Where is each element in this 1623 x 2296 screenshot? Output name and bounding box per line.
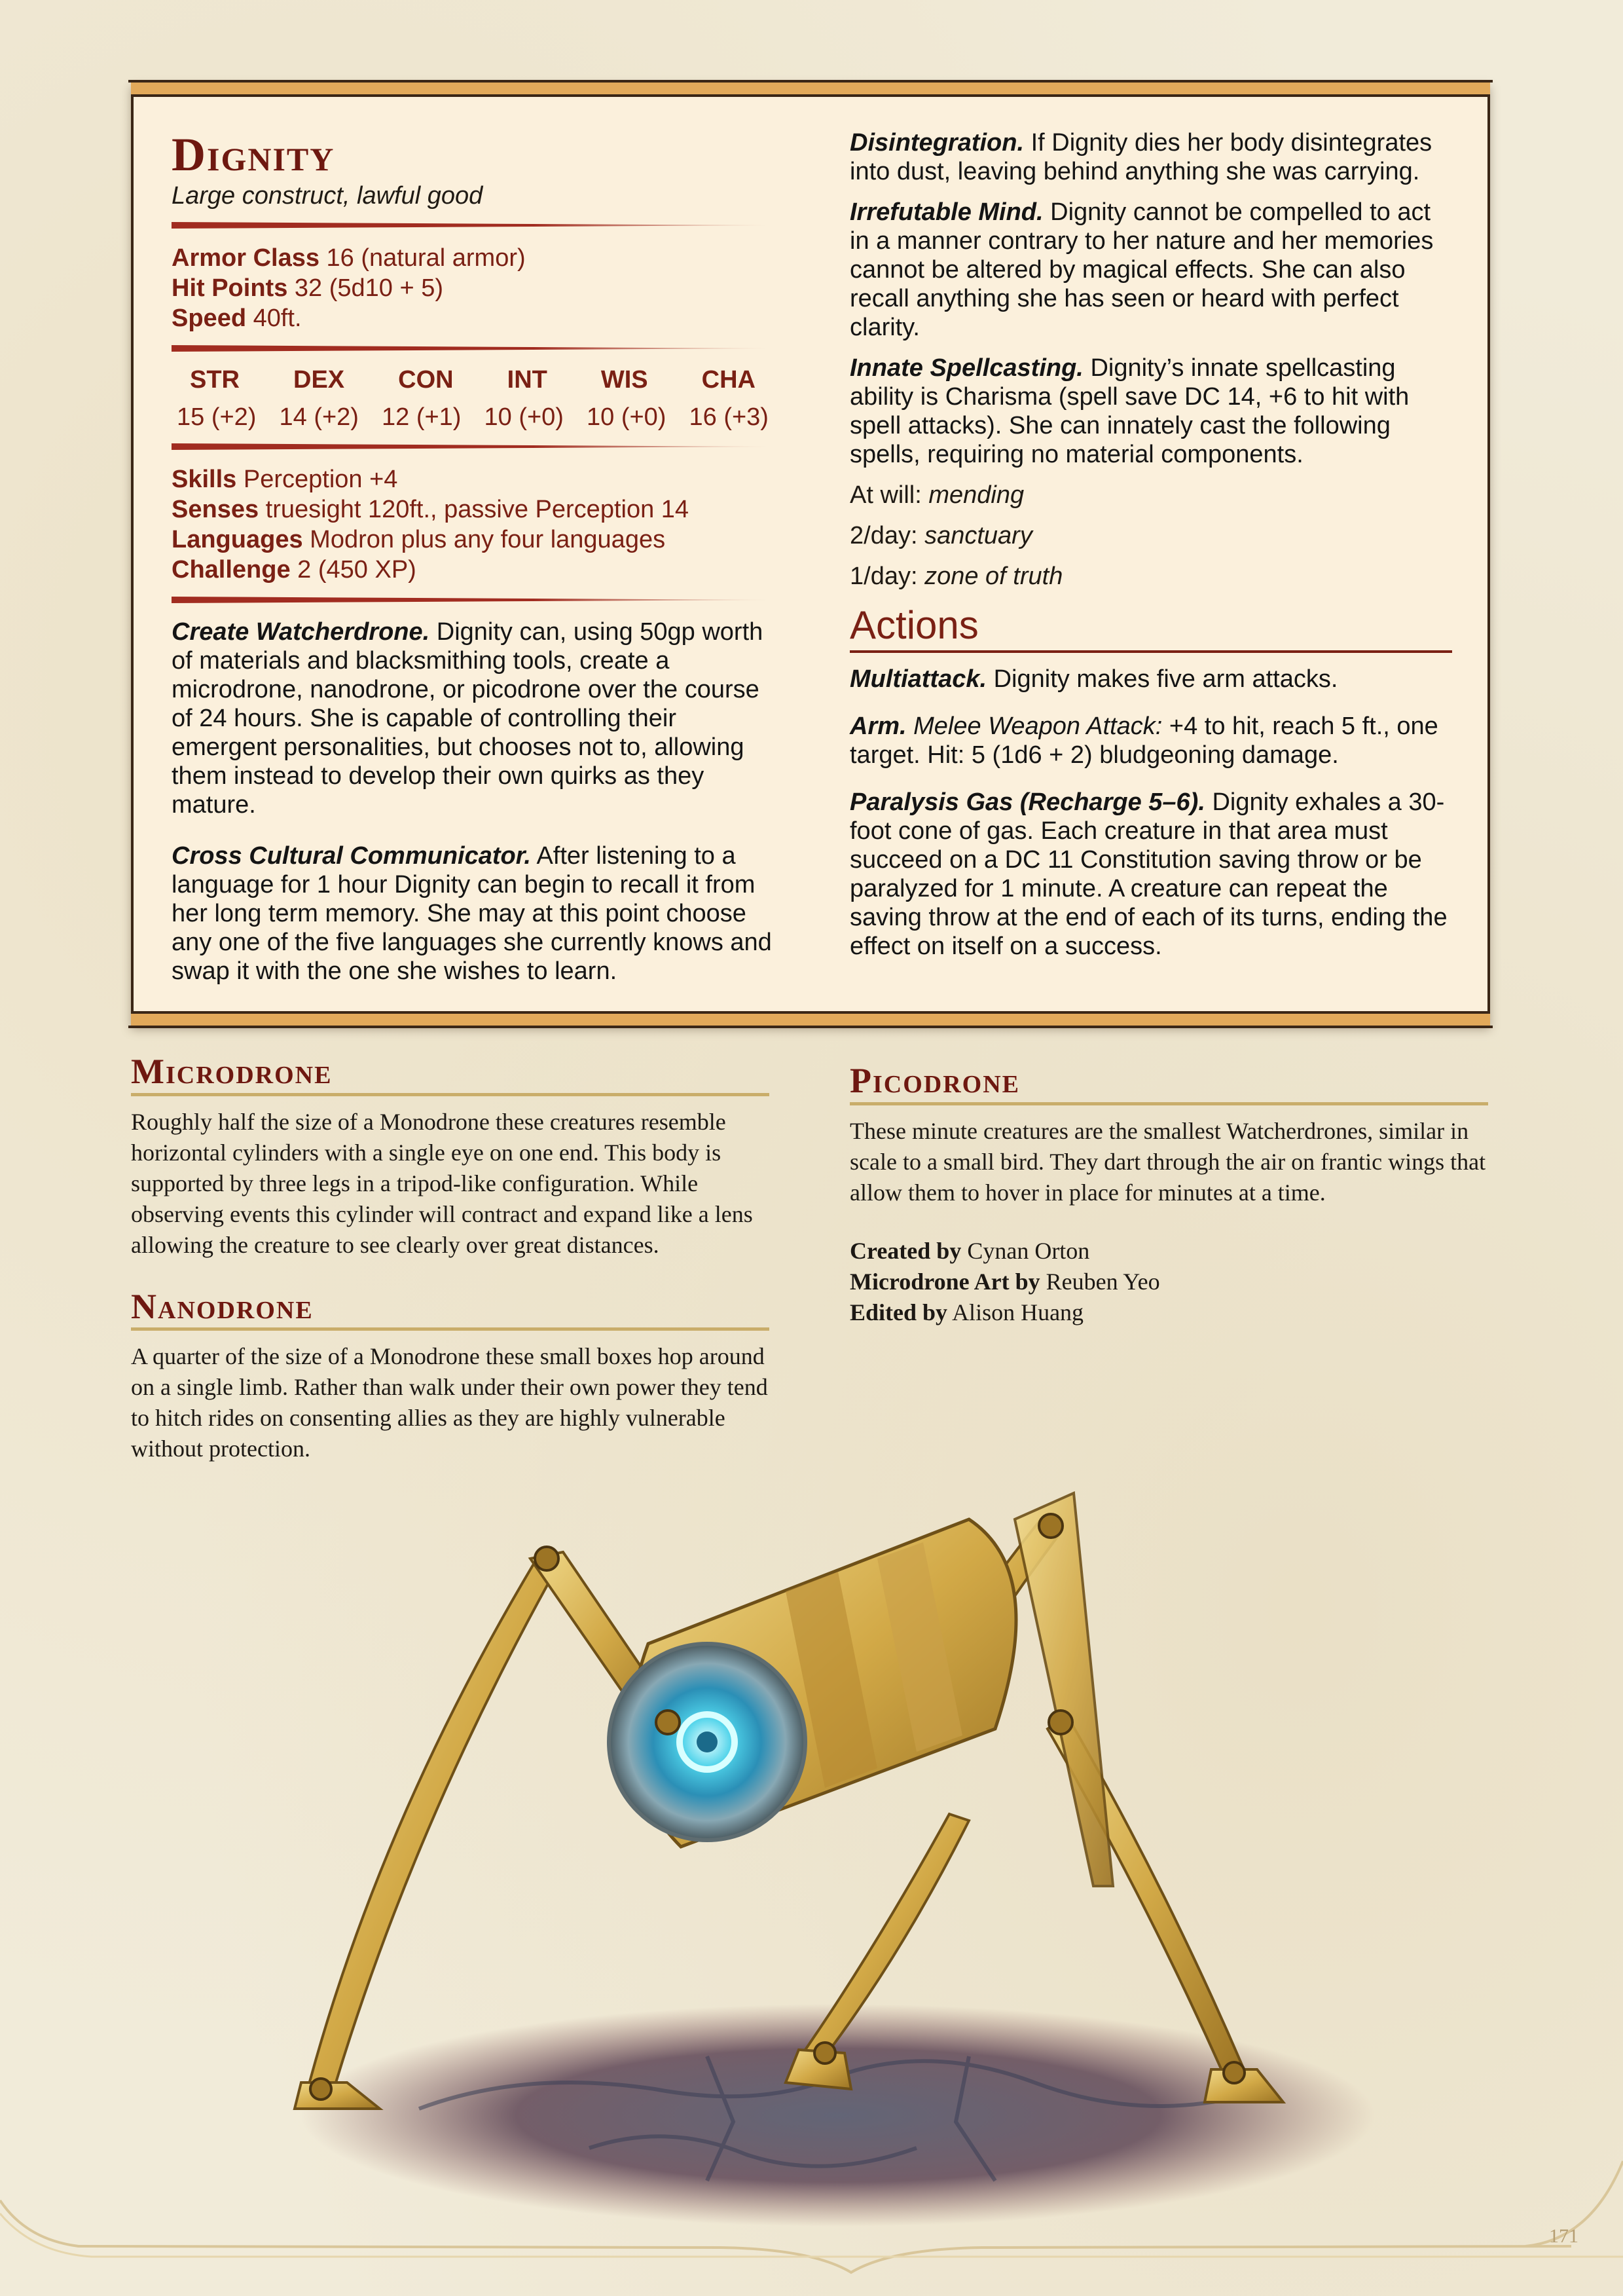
trait-cross-cultural-communicator: [172, 842, 774, 986]
trait-name: Irrefutable Mind.: [850, 198, 1044, 226]
challenge-value: 2 (450 XP): [297, 556, 416, 583]
stat-block-right-column: [850, 128, 1452, 983]
languages-line: [172, 525, 774, 555]
tapered-rule: [172, 597, 774, 603]
credit-value: Cynan Orton: [967, 1237, 1090, 1264]
ability-name: DEX: [293, 366, 345, 394]
senses-label: Senses: [172, 496, 259, 523]
action-name: Paralysis Gas (Recharge 5–6).: [850, 788, 1205, 816]
action-name: Multiattack.: [850, 665, 987, 693]
credit-label: Created by: [850, 1237, 962, 1264]
article-left-column: [131, 1053, 769, 1492]
trait-irrefutable-mind: [850, 198, 1452, 342]
picodrone-heading: Picodrone: [850, 1061, 1021, 1100]
trait-text: After listening to a language for 1 hour Dignity can begin to recall it from her long term memory. She may at this point choose any one of the five languages she currently knows and swap it with the one she wishes to learn.: [172, 842, 772, 985]
action-arm: [850, 712, 1452, 769]
speed-value: 40ft.: [253, 305, 302, 332]
actions-heading: Actions: [850, 603, 979, 647]
credit-line: [850, 1236, 1488, 1267]
trait-create-watcherdrone: [172, 618, 774, 819]
spell-frequency: 1/day:: [850, 563, 918, 590]
trait-name: Disintegration.: [850, 129, 1025, 157]
languages-value: Modron plus any four languages: [310, 526, 666, 553]
trait-disintegration: [850, 128, 1452, 186]
ability-score: 12 (+1): [382, 403, 462, 431]
picodrone-text: These minute creatures are the smallest Watcherdrones, similar in scale to a small bird. They dart through the air on frantic wings that allow them to hover in place for minutes at a time.: [850, 1117, 1486, 1206]
action-text: Dignity makes five arm attacks.: [993, 665, 1338, 693]
tapered-rule: [172, 443, 774, 450]
spell-line: [850, 562, 1452, 591]
heading-rule: [850, 1102, 1488, 1105]
trait-name: Create Watcherdrone.: [172, 618, 430, 646]
spell-frequency: 2/day:: [850, 522, 918, 549]
nanodrone-text: A quarter of the size of a Monodrone these small boxes hop around on a single limb. Rather than walk under their own power they tend to hitch rides on consenting allies as they are highly vulnerable without protection.: [131, 1343, 768, 1462]
ability-score: 14 (+2): [279, 403, 359, 431]
languages-label: Languages: [172, 526, 303, 553]
ability-name: WIS: [600, 366, 648, 394]
trait-text: Dignity can, using 50gp worth of materials and blacksmithing tools, create a microdrone, nanodrone, or picodrone over the course of 24 hours. She is capable of controlling their emergent personalities, but chooses not to, allowing them instead to develop their own quirks as they mature.: [172, 618, 763, 819]
spell-frequency: At will:: [850, 481, 922, 509]
action-name: Arm.: [850, 713, 907, 740]
stat-block-left-column: [172, 128, 774, 1008]
speed-line: [172, 303, 774, 333]
trait-text: Dignity’s innate spellcasting ability is Charisma (spell save DC 14, +6 to hit with spell attacks). She can innately cast the following spells, requiring no material components.: [850, 354, 1410, 468]
skills-label: Skills: [172, 466, 237, 493]
heading-rule: [131, 1093, 769, 1096]
spell-line: [850, 481, 1452, 509]
hit-points-value: 32 (5d10 + 5): [294, 274, 443, 302]
credit-line: [850, 1267, 1488, 1297]
credit-value: Alison Huang: [952, 1299, 1084, 1325]
microdrone-text: Roughly half the size of a Monodrone these creatures resemble horizontal cylinders with a single eye on one end. This body is supported by three legs in a tripod-like configuration. While observing events this cylinder will contract and expand like a lens allowing the creature to see clearly over great distances.: [131, 1108, 753, 1258]
page-number: 171: [1549, 2225, 1578, 2247]
monster-name: Dignity: [172, 128, 335, 181]
ability-score: 10 (+0): [484, 403, 564, 431]
challenge-label: Challenge: [172, 556, 291, 583]
ability-scores-row: [172, 403, 774, 432]
skills-line: [172, 464, 774, 494]
tapered-rule: [172, 345, 774, 352]
credit-label: Microdrone Art by: [850, 1268, 1040, 1295]
spell-line: [850, 521, 1452, 550]
microdrone-illustration: [249, 1428, 1388, 2233]
action-paralysis-gas: [850, 788, 1452, 961]
action-text: Dignity exhales a 30-foot cone of gas. Each creature in that area must succeed on a DC 11 Constitution saving throw or be paralyzed for 1 minute. A creature can repeat the saving throw at the end of each of its turns, ending the effect on itself on a success.: [850, 788, 1448, 960]
skills-value: Perception +4: [243, 466, 398, 493]
action-text: +4 to hit, reach 5 ft., one target. Hit: 5 (1d6 + 2) bludgeoning damage.: [850, 713, 1438, 769]
nanodrone-heading: Nanodrone: [131, 1286, 314, 1326]
ability-name: INT: [507, 366, 547, 394]
armor-class-value: 16 (natural armor): [326, 244, 526, 272]
heading-rule: [131, 1327, 769, 1331]
armor-class-line: [172, 243, 774, 273]
senses-line: [172, 494, 774, 525]
stat-block: [131, 83, 1490, 1026]
ability-names-row: [172, 366, 774, 394]
trait-name: Cross Cultural Communicator.: [172, 842, 531, 870]
ability-name: CON: [398, 366, 454, 394]
ability-score: 15 (+2): [177, 403, 257, 431]
attack-type: Melee Weapon Attack:: [913, 713, 1163, 740]
hit-points-label: Hit Points: [172, 274, 288, 302]
actions-rule: [850, 650, 1452, 653]
trait-text: Dignity cannot be compelled to act in a manner contrary to her nature and her memories cannot be altered by magical effects. She can also recall anything she has seen or heard with perfect clarity.: [850, 198, 1434, 341]
hit-points-line: [172, 273, 774, 303]
challenge-line: [172, 555, 774, 585]
ability-score: 10 (+0): [587, 403, 666, 431]
robot-body: [609, 1519, 1016, 1847]
spell-name: zone of truth: [924, 563, 1063, 590]
spell-name: sanctuary: [924, 522, 1032, 549]
tapered-rule: [172, 222, 774, 229]
ability-name: STR: [190, 366, 240, 394]
spell-name: mending: [928, 481, 1025, 509]
trait-innate-spellcasting: [850, 354, 1452, 469]
trait-name: Innate Spellcasting.: [850, 354, 1084, 382]
ability-name: CHA: [701, 366, 756, 394]
armor-class-label: Armor Class: [172, 244, 319, 272]
credit-label: Edited by: [850, 1299, 948, 1325]
credit-value: Reuben Yeo: [1046, 1268, 1160, 1295]
trait-text: If Dignity dies her body disintegrates into dust, leaving behind anything she was carrying.: [850, 129, 1432, 185]
microdrone-heading: Microdrone: [131, 1052, 333, 1091]
credit-line: [850, 1297, 1488, 1328]
ability-score: 16 (+3): [689, 403, 769, 431]
senses-value: truesight 120ft., passive Perception 14: [265, 496, 689, 523]
speed-label: Speed: [172, 305, 247, 332]
monster-type: Large construct, lawful good: [172, 182, 483, 210]
action-multiattack: [850, 665, 1452, 694]
article-right-column: [850, 1062, 1488, 1328]
